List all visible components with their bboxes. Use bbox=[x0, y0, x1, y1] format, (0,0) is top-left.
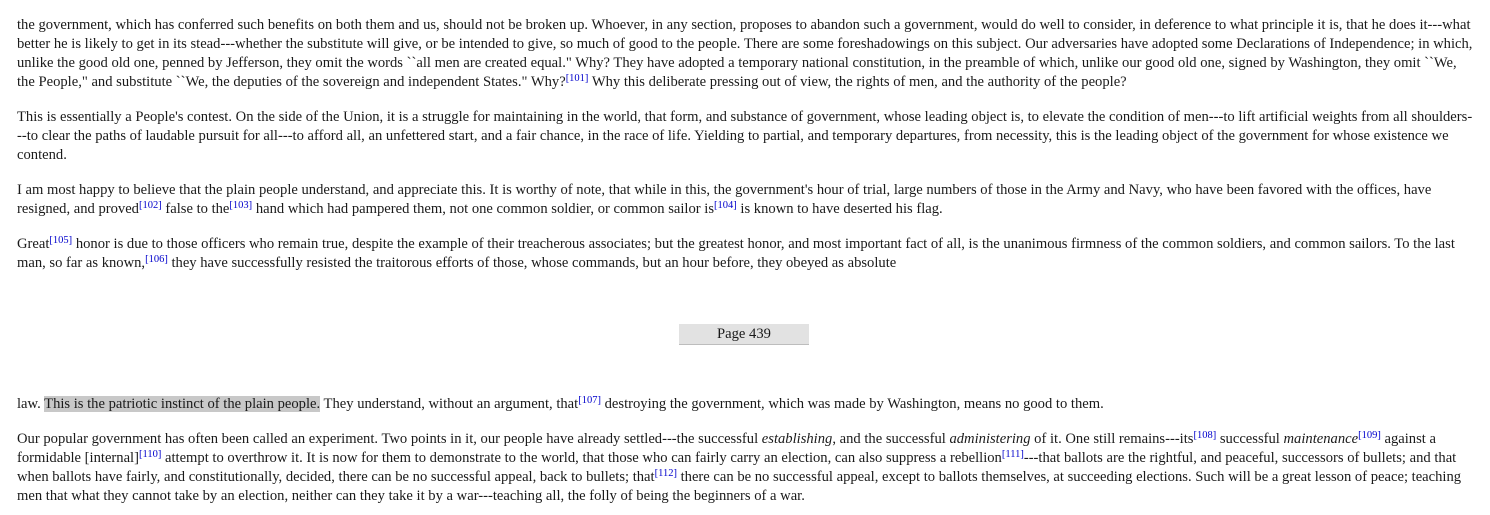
footnote-ref[interactable] bbox=[49, 235, 72, 246]
footnote-link-111[interactable]: [111] bbox=[1001, 449, 1024, 460]
paragraph-3 bbox=[17, 181, 1477, 219]
footnote-ref[interactable] bbox=[655, 468, 677, 479]
paragraph-text: Our popular government has often been called an experiment. Two points in it, our people have already settled---the successful bbox=[17, 431, 762, 447]
paragraph-text: They understand, without an argument, that bbox=[320, 396, 579, 412]
footnote-link-109[interactable]: [109] bbox=[1358, 430, 1381, 441]
paragraph-text: there can be no successful appeal, except to ballots themselves, at succeeding elections. Such will be a great lesson of peace; teaching men that what they cannot take by an election, neither can they take it by a war---teaching all, the folly of being the beginners of a war. bbox=[17, 469, 1462, 504]
footnote-ref[interactable] bbox=[1358, 430, 1381, 441]
footnote-link-101[interactable]: [101] bbox=[565, 73, 589, 84]
footnote-link-110[interactable]: [110] bbox=[138, 449, 162, 460]
paragraph-1 bbox=[17, 16, 1477, 92]
paragraph-text: attempt to overthrow it. It is now for them to demonstrate to the world, that those who can fairly carry an election, can also suppress a rebellion bbox=[161, 450, 1002, 466]
emphasis-text: administering bbox=[949, 431, 1031, 447]
upper-text bbox=[17, 16, 1477, 273]
paragraph-text: Why this deliberate pressing out of view, the rights of men, and the authority of the people? bbox=[588, 74, 1127, 90]
paragraph-text: law. bbox=[17, 396, 45, 412]
footnote-ref[interactable] bbox=[139, 200, 162, 211]
footnote-link-104[interactable]: [104] bbox=[714, 200, 737, 211]
paragraph-4 bbox=[17, 235, 1477, 273]
footnote-ref[interactable] bbox=[714, 200, 737, 211]
footnote-link-106[interactable]: [106] bbox=[145, 254, 168, 265]
paragraph-text: of it. One still remains---its bbox=[1030, 431, 1194, 447]
paragraph-text: honor is due to those officers who remain true, despite the example of their treacherous associates; but the greatest honor, and most important fact of all, is the unanimous firmness of the common soldiers, and common sailors. To the last man, so far as known, bbox=[17, 236, 1455, 271]
paragraph-text: against a formidable [internal] bbox=[17, 431, 1436, 466]
paragraph-text: false to the bbox=[161, 201, 230, 217]
paragraph-2 bbox=[17, 108, 1477, 165]
footnote-link-107[interactable]: [107] bbox=[578, 395, 601, 406]
paragraph-text: , and the successful bbox=[832, 431, 950, 447]
paragraph-text: destroying the government, which was made by Washington, means no good to them. bbox=[600, 396, 1104, 412]
footnote-ref[interactable] bbox=[145, 254, 168, 265]
paragraph-6 bbox=[17, 430, 1477, 506]
lower-text bbox=[17, 395, 1477, 506]
page-number-marker: Page 439 bbox=[679, 324, 809, 345]
footnote-ref[interactable] bbox=[139, 449, 161, 460]
paragraph-text: successful bbox=[1216, 431, 1284, 447]
paragraph-text: This is essentially a People's contest. On the side of the Union, it is a struggle for maintaining in the world, that form, and substance of government, whose leading object is, to elevate the condition of men---to lift artificial weights from all shoulders---to clear the paths of laudable pursuit for all---to afford all, an unfettered start, and a fair chance, in the race of life. Yielding to partial, and temporary departures, from necessity, this is the leading object of the government for whose existence we contend. bbox=[17, 109, 1473, 163]
footnote-ref[interactable] bbox=[1193, 430, 1216, 441]
footnote-ref[interactable] bbox=[566, 73, 589, 84]
footnote-ref[interactable] bbox=[578, 395, 601, 406]
paragraph-5 bbox=[17, 395, 1477, 414]
footnote-link-105[interactable]: [105] bbox=[49, 235, 73, 246]
paragraph-text: ---that ballots are the rightful, and peaceful, successors of bullets; and that when ballots have fairly, and constitutionally, decided, there can be no successful appeal, back to bullets; that bbox=[17, 450, 1457, 485]
footnote-ref[interactable] bbox=[229, 200, 252, 211]
paragraph-text: the government, which has conferred such benefits on both them and us, should not be broken up. Whoever, in any section, proposes to abandon such a government, would do well to consider, in deference to what principle it is, that he does it---what better he is likely to get in its stead---whether the substitute will give, or be intended to give, so much of good to the people. There are some foreshadowings on this subject. Our adversaries have adopted some Declarations of Independence; in which, unlike the good old one, penned by Jefferson, they omit the words ``all men are created equal." Why? They have adopted a temporary national constitution, in the preamble of which, unlike our good old one, signed by Washington, they omit ``We, the People," and substitute ``We, the deputies of the sovereign and independent States." Why? bbox=[17, 17, 1473, 90]
paragraph-text: I am most happy to believe that the plain people understand, and appreciate this. It is worthy of note, that while in this, the government's hour of trial, large numbers of those in the Army and Navy, who have been favored with the offices, have resigned, and proved bbox=[17, 182, 1432, 217]
footnote-link-103[interactable]: [103] bbox=[229, 200, 253, 211]
footnote-link-112[interactable]: [112] bbox=[654, 468, 677, 479]
paragraph-text: is known to have deserted his flag. bbox=[736, 201, 943, 217]
highlighted-sentence[interactable]: This is the patriotic instinct of the plain people. bbox=[44, 396, 321, 412]
paragraph-text: Great bbox=[17, 236, 50, 252]
footnote-link-102[interactable]: [102] bbox=[138, 200, 162, 211]
paragraph-text: hand which had pampered them, not one common soldier, or common sailor is bbox=[252, 201, 715, 217]
footnote-link-108[interactable]: [108] bbox=[1193, 430, 1217, 441]
emphasis-text: maintenance bbox=[1283, 431, 1359, 447]
emphasis-text: establishing bbox=[761, 431, 833, 447]
paragraph-text: they have successfully resisted the traitorous efforts of those, whose commands, but an hour before, they obeyed as absolute bbox=[167, 255, 897, 271]
footnote-ref[interactable] bbox=[1002, 449, 1024, 460]
